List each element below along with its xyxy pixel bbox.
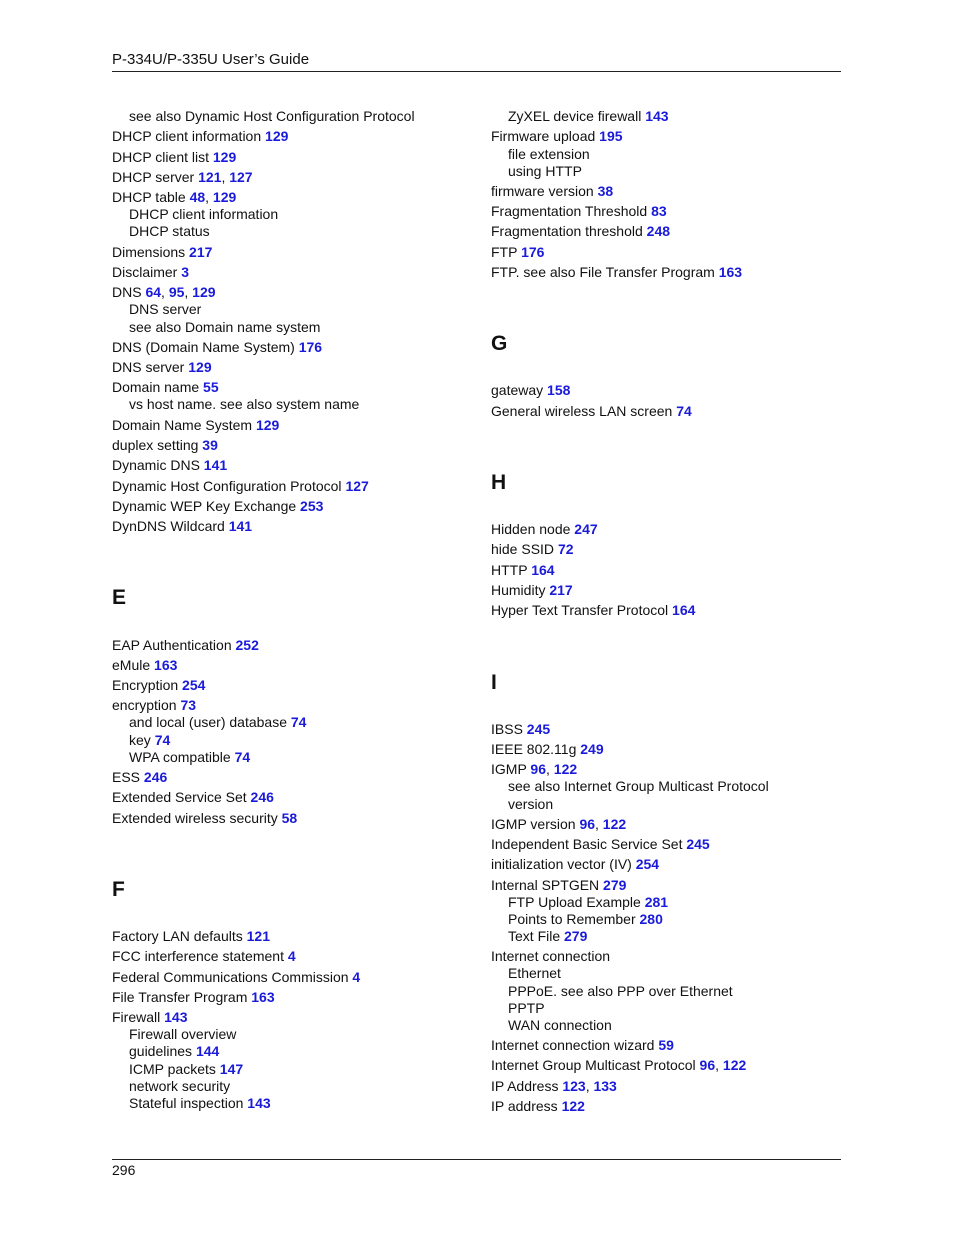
index-entry bbox=[491, 582, 573, 599]
index-subentry bbox=[491, 1000, 545, 1017]
index-entry bbox=[491, 562, 555, 579]
entry-term: using HTTP bbox=[508, 163, 582, 179]
index-subentry bbox=[491, 983, 733, 1000]
index-subentry bbox=[112, 749, 250, 766]
index-entry bbox=[112, 379, 219, 396]
index-subentry bbox=[112, 1078, 230, 1095]
page-reference-link[interactable]: 246 bbox=[250, 789, 274, 805]
index-subentry bbox=[112, 1043, 219, 1060]
entry-term: IBSS bbox=[491, 721, 523, 737]
entry-term: DHCP client information bbox=[112, 128, 262, 144]
entry-term: FCC interference statement bbox=[112, 948, 284, 964]
page-reference-link[interactable]: 217 bbox=[189, 244, 213, 260]
index-subentry bbox=[491, 146, 590, 163]
index-entry bbox=[491, 203, 667, 220]
page-reference-link[interactable]: 95 bbox=[168, 284, 185, 300]
index-entry: DHCP server 121, 127 bbox=[112, 169, 253, 185]
entry-term: DNS bbox=[112, 284, 142, 300]
document-title: P-334U/P-335U User’s Guide bbox=[112, 51, 310, 68]
page-reference-link[interactable]: 164 bbox=[531, 562, 555, 578]
index-entry bbox=[491, 223, 670, 240]
index-entry bbox=[112, 1009, 187, 1026]
page-reference-link[interactable]: 163 bbox=[251, 989, 275, 1005]
page-reference-link[interactable]: 48 bbox=[189, 189, 206, 205]
entry-term: firmware version bbox=[491, 183, 594, 199]
page-reference-link[interactable]: 279 bbox=[603, 877, 627, 893]
entry-term: Dynamic WEP Key Exchange bbox=[112, 498, 297, 514]
entry-term: Firewall overview bbox=[129, 1026, 237, 1042]
page-reference-link[interactable]: 127 bbox=[345, 478, 369, 494]
index-entry bbox=[491, 128, 623, 145]
footer-divider bbox=[112, 1159, 841, 1160]
page-reference-link[interactable]: 246 bbox=[143, 769, 168, 785]
page-reference-link[interactable]: 279 bbox=[564, 928, 588, 944]
entry-term: HTTP bbox=[491, 562, 528, 578]
entry-term: Fragmentation Threshold bbox=[491, 203, 648, 219]
index-subentry bbox=[491, 778, 769, 795]
entry-term: DNS (Domain Name System) bbox=[112, 339, 295, 355]
page-reference-link[interactable]: 245 bbox=[526, 721, 551, 737]
index-subentry bbox=[112, 108, 415, 125]
entry-term: version bbox=[508, 796, 554, 812]
page-reference-link[interactable]: 254 bbox=[182, 677, 206, 693]
entry-term: see also Dynamic Host Configuration Protocol bbox=[129, 108, 415, 124]
index-entry bbox=[491, 721, 550, 738]
index-subentry bbox=[112, 206, 278, 223]
page-reference-link[interactable]: 129 bbox=[265, 128, 289, 144]
index-entry bbox=[491, 741, 604, 758]
index-entry bbox=[491, 382, 570, 399]
index-entry bbox=[112, 769, 167, 786]
entry-term: network security bbox=[129, 1078, 231, 1094]
index-entry bbox=[112, 359, 212, 376]
entry-term: Domain name bbox=[112, 379, 200, 395]
entry-term: guidelines bbox=[129, 1043, 193, 1059]
page-reference-link[interactable]: 133 bbox=[593, 1078, 617, 1094]
entry-term: Independent Basic Service Set bbox=[491, 836, 683, 852]
entry-term: PPPoE. see also PPP over Ethernet bbox=[508, 983, 733, 999]
index-subentry bbox=[112, 1061, 243, 1078]
entry-term: see also Domain name system bbox=[129, 319, 321, 335]
page-reference-link[interactable]: 129 bbox=[255, 417, 280, 433]
entry-term: Dynamic DNS bbox=[112, 457, 200, 473]
entry-term: Fragmentation threshold bbox=[491, 223, 643, 239]
entry-term: and local (user) database bbox=[129, 714, 287, 730]
page-reference-link[interactable]: 72 bbox=[557, 541, 574, 557]
page-reference-link[interactable]: 248 bbox=[646, 223, 671, 239]
page-reference-link[interactable]: 254 bbox=[635, 856, 660, 872]
entry-term: IP address bbox=[491, 1098, 558, 1114]
index-subentry bbox=[112, 223, 210, 240]
entry-term: Ethernet bbox=[508, 965, 561, 981]
index-entry bbox=[112, 969, 360, 986]
entry-term: FTP. see also File Transfer Program bbox=[491, 264, 715, 280]
entry-term: Extended Service Set bbox=[112, 789, 247, 805]
entry-term: WAN connection bbox=[508, 1017, 612, 1033]
entry-term: hide SSID bbox=[491, 541, 555, 557]
index-subentry bbox=[491, 1017, 612, 1034]
page-reference-link[interactable]: 4 bbox=[287, 948, 296, 964]
entry-term: ZyXEL device firewall bbox=[508, 108, 642, 124]
index-subentry bbox=[112, 319, 320, 336]
entry-term: encryption bbox=[112, 697, 177, 713]
index-entry bbox=[112, 498, 323, 515]
entry-term: PPTP bbox=[508, 1000, 545, 1016]
entry-term: Encryption bbox=[112, 677, 179, 693]
page-reference-link[interactable]: 249 bbox=[580, 741, 604, 757]
entry-term: Internet Group Multicast Protocol bbox=[491, 1057, 696, 1073]
index-entry bbox=[112, 697, 196, 714]
entry-term: Internet connection bbox=[491, 948, 611, 964]
index-entry: IGMP version 96, 122 bbox=[491, 816, 627, 832]
section-heading: H bbox=[491, 471, 507, 494]
entry-term: IEEE 802.11g bbox=[491, 741, 577, 757]
index-entry bbox=[112, 928, 270, 945]
page-reference-link[interactable]: 253 bbox=[300, 498, 324, 514]
index-subentry bbox=[112, 301, 201, 318]
page-reference-link[interactable]: 245 bbox=[686, 836, 710, 852]
page-reference-link[interactable]: 143 bbox=[164, 1009, 188, 1025]
entry-term: initialization vector (IV) bbox=[491, 856, 632, 872]
header-divider bbox=[112, 71, 841, 72]
index-entry bbox=[112, 417, 279, 434]
page-reference-link[interactable]: 4 bbox=[352, 969, 361, 985]
entry-term: FTP bbox=[491, 244, 518, 260]
entry-term: ICMP packets bbox=[129, 1061, 216, 1077]
index-entry bbox=[491, 877, 626, 894]
page-reference-link[interactable]: 281 bbox=[644, 894, 669, 910]
page-reference-link[interactable]: 129 bbox=[192, 284, 216, 300]
index-entry bbox=[491, 602, 695, 619]
page-reference-link[interactable]: 96 bbox=[699, 1057, 716, 1073]
index-subentry bbox=[112, 396, 359, 413]
page-reference-link[interactable]: 158 bbox=[547, 382, 571, 398]
page-reference-link[interactable]: 55 bbox=[203, 379, 219, 395]
index-entry: DNS 64, 95, 129 bbox=[112, 284, 216, 300]
entry-term: Hidden node bbox=[491, 521, 571, 537]
entry-term: Firewall bbox=[112, 1009, 161, 1025]
page-reference-link[interactable]: 121 bbox=[246, 928, 270, 944]
index-entry bbox=[112, 518, 252, 535]
index-entry bbox=[112, 810, 297, 827]
index-entry bbox=[112, 637, 259, 654]
index-entry bbox=[112, 128, 288, 145]
index-entry bbox=[491, 1098, 585, 1115]
page-reference-link[interactable]: 58 bbox=[281, 810, 298, 826]
index-entry bbox=[112, 149, 236, 166]
index-entry bbox=[112, 339, 322, 356]
entry-term: Internet connection wizard bbox=[491, 1037, 655, 1053]
index-entry bbox=[112, 789, 274, 806]
entry-term: Federal Communications Commission bbox=[112, 969, 349, 985]
index-entry bbox=[491, 244, 544, 261]
index-entry: DHCP table 48, 129 bbox=[112, 189, 237, 205]
entry-term: DHCP status bbox=[129, 223, 210, 239]
page-reference-link[interactable]: 74 bbox=[154, 732, 171, 748]
entry-term: EAP Authentication bbox=[112, 637, 232, 653]
entry-term: DHCP client information bbox=[129, 206, 279, 222]
entry-term: eMule bbox=[112, 657, 151, 673]
index-subentry bbox=[112, 1095, 271, 1112]
page-number: 296 bbox=[112, 1162, 136, 1178]
page-reference-link[interactable]: 59 bbox=[658, 1037, 674, 1053]
section-heading: E bbox=[112, 586, 127, 609]
entry-term: IGMP bbox=[491, 761, 527, 777]
index-entry bbox=[112, 677, 205, 694]
page-reference-link[interactable]: 143 bbox=[645, 108, 669, 124]
index-subentry bbox=[491, 965, 561, 982]
entry-term: Points to Remember bbox=[508, 911, 636, 927]
index-entry bbox=[491, 836, 710, 853]
entry-term: General wireless LAN screen bbox=[491, 403, 673, 419]
page-reference-link[interactable]: 74 bbox=[676, 403, 692, 419]
page-reference-link[interactable]: 252 bbox=[235, 637, 259, 653]
page-reference-link[interactable]: 176 bbox=[298, 339, 323, 355]
entry-term: DHCP table bbox=[112, 189, 186, 205]
page-reference-link[interactable]: 163 bbox=[154, 657, 178, 673]
entry-term: key bbox=[129, 732, 151, 748]
index-entry bbox=[491, 1037, 674, 1054]
entry-term: Dimensions bbox=[112, 244, 186, 260]
index-entry bbox=[112, 989, 275, 1006]
entry-term: DHCP server bbox=[112, 169, 195, 185]
page-reference-link[interactable]: 143 bbox=[247, 1095, 271, 1111]
page-reference-link[interactable]: 163 bbox=[718, 264, 743, 280]
page-reference-link[interactable]: 123 bbox=[562, 1078, 586, 1094]
section-heading: I bbox=[491, 671, 497, 694]
index-subentry bbox=[112, 732, 170, 749]
page-reference-link[interactable]: 195 bbox=[599, 128, 623, 144]
index-entry bbox=[491, 521, 598, 538]
page-reference-link[interactable]: 217 bbox=[549, 582, 573, 598]
index-subentry bbox=[491, 928, 587, 945]
entry-term: Hyper Text Transfer Protocol bbox=[491, 602, 669, 618]
page-reference-link[interactable]: 122 bbox=[602, 816, 627, 832]
index-entry bbox=[491, 264, 742, 281]
entry-term: vs host name. see also system name bbox=[129, 396, 360, 412]
entry-term: Internal SPTGEN bbox=[491, 877, 600, 893]
index-subentry bbox=[491, 894, 668, 911]
page-reference-link[interactable]: 73 bbox=[180, 697, 197, 713]
entry-term: DHCP client list bbox=[112, 149, 209, 165]
entry-term: see also Internet Group Multicast Protocol bbox=[508, 778, 769, 794]
index-entry bbox=[112, 657, 177, 674]
index-entry: IGMP 96, 122 bbox=[491, 761, 578, 777]
page-reference-link[interactable]: 83 bbox=[651, 203, 667, 219]
index-entry bbox=[491, 403, 692, 420]
entry-term: DynDNS Wildcard bbox=[112, 518, 225, 534]
entry-term: Text File bbox=[508, 928, 561, 944]
page-reference-link[interactable]: 96 bbox=[530, 761, 546, 777]
page-reference-link[interactable]: 127 bbox=[229, 169, 253, 185]
section-heading: G bbox=[491, 332, 508, 355]
page-reference-link[interactable]: 122 bbox=[561, 1098, 585, 1114]
index-subentry bbox=[491, 163, 582, 180]
page-reference-link[interactable]: 38 bbox=[597, 183, 614, 199]
entry-term: Firmware upload bbox=[491, 128, 596, 144]
page-reference-link[interactable]: 129 bbox=[212, 149, 237, 165]
index-entry: IP Address 123, 133 bbox=[491, 1078, 617, 1094]
page-reference-link[interactable]: 3 bbox=[181, 264, 190, 280]
entry-term: ESS bbox=[112, 769, 141, 785]
index-entry bbox=[112, 457, 227, 474]
entry-term: FTP Upload Example bbox=[508, 894, 641, 910]
entry-term: duplex setting bbox=[112, 437, 199, 453]
index-entry bbox=[112, 264, 189, 281]
entry-term: Extended wireless security bbox=[112, 810, 278, 826]
entry-term: File Transfer Program bbox=[112, 989, 248, 1005]
index-entry bbox=[491, 948, 610, 965]
entry-term: Factory LAN defaults bbox=[112, 928, 243, 944]
page-reference-link[interactable]: 176 bbox=[521, 244, 545, 260]
page-reference-link[interactable]: 129 bbox=[188, 359, 212, 375]
index-subentry bbox=[491, 108, 669, 125]
index-subentry bbox=[112, 714, 306, 731]
entry-term: file extension bbox=[508, 146, 590, 162]
index-entry bbox=[491, 856, 659, 873]
page-reference-link[interactable]: 74 bbox=[290, 714, 307, 730]
page-reference-link[interactable]: 144 bbox=[195, 1043, 220, 1059]
section-heading: F bbox=[112, 878, 125, 901]
page-reference-link[interactable]: 96 bbox=[579, 816, 596, 832]
page-reference-link[interactable]: 147 bbox=[219, 1061, 244, 1077]
entry-term: IGMP version bbox=[491, 816, 576, 832]
index-subentry bbox=[491, 911, 663, 928]
entry-term: Humidity bbox=[491, 582, 546, 598]
page-reference-link[interactable]: 141 bbox=[203, 457, 228, 473]
page-reference-link[interactable]: 280 bbox=[639, 911, 663, 927]
page-reference-link[interactable]: 64 bbox=[145, 284, 162, 300]
entry-term: Dynamic Host Configuration Protocol bbox=[112, 478, 342, 494]
entry-term: Disclaimer bbox=[112, 264, 178, 280]
index-entry bbox=[112, 948, 296, 965]
page-reference-link[interactable]: 129 bbox=[212, 189, 237, 205]
page-reference-link[interactable]: 39 bbox=[202, 437, 218, 453]
index-entry bbox=[491, 541, 574, 558]
entry-term: Stateful inspection bbox=[129, 1095, 244, 1111]
page-reference-link[interactable]: 141 bbox=[228, 518, 253, 534]
index-entry: Internet Group Multicast Protocol 96, 122 bbox=[491, 1057, 747, 1073]
entry-term: IP Address bbox=[491, 1078, 559, 1094]
entry-term: DNS server bbox=[129, 301, 202, 317]
index-entry bbox=[112, 437, 218, 454]
entry-term: WPA compatible bbox=[129, 749, 231, 765]
index-entry bbox=[112, 478, 369, 495]
entry-term: gateway bbox=[491, 382, 544, 398]
page-reference-link[interactable]: 164 bbox=[672, 602, 696, 618]
page-reference-link[interactable]: 247 bbox=[574, 521, 598, 537]
page-reference-link[interactable]: 74 bbox=[234, 749, 251, 765]
index-subentry bbox=[112, 1026, 236, 1043]
entry-term: DNS server bbox=[112, 359, 185, 375]
page-reference-link[interactable]: 122 bbox=[722, 1057, 747, 1073]
index-subentry bbox=[491, 796, 553, 813]
entry-term: Domain Name System bbox=[112, 417, 253, 433]
index-entry bbox=[491, 183, 613, 200]
page-reference-link[interactable]: 122 bbox=[553, 761, 578, 777]
index-entry bbox=[112, 244, 212, 261]
page-reference-link[interactable]: 121 bbox=[198, 169, 222, 185]
